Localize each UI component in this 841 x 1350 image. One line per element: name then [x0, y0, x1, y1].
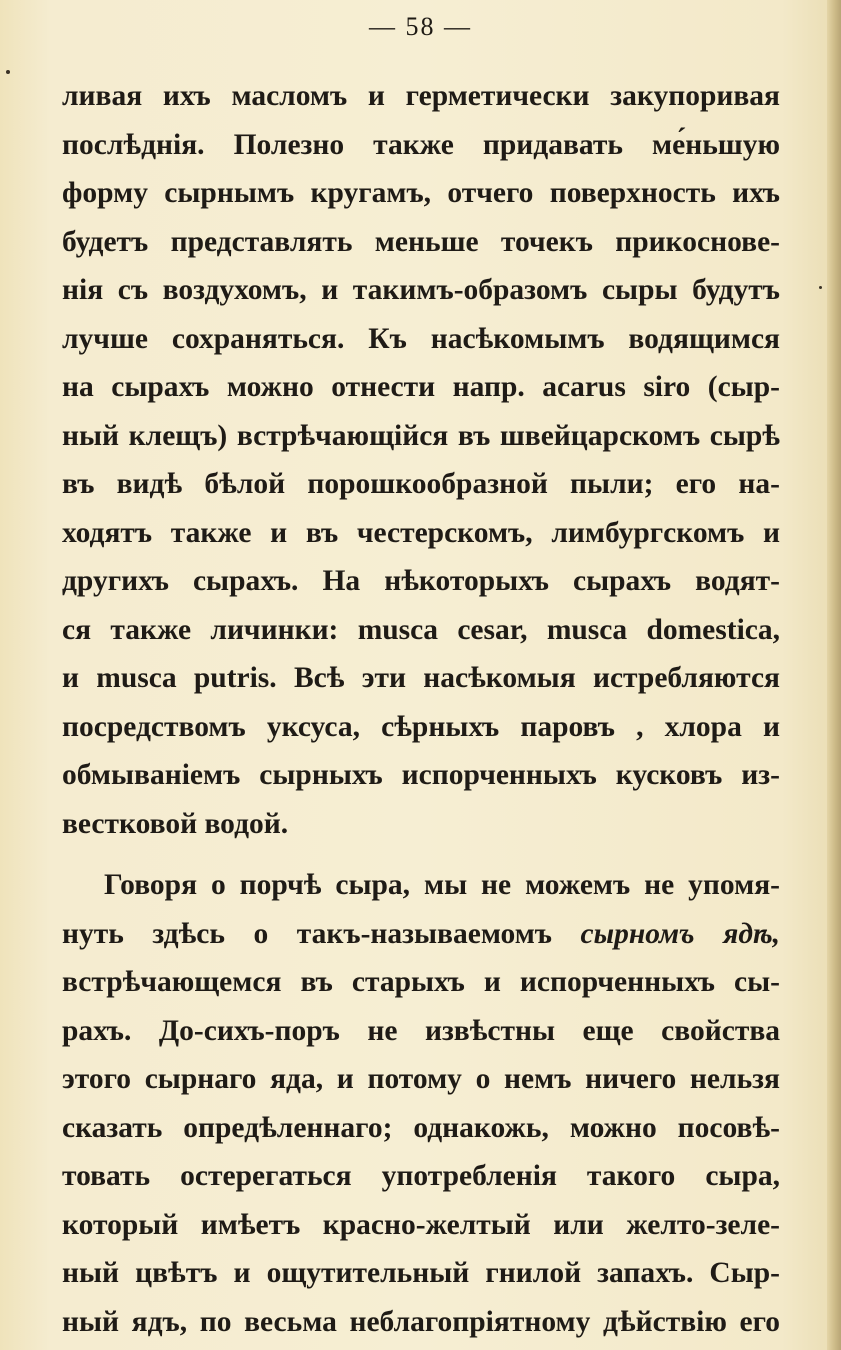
text-line: ный клещъ) встрѣчающійся въ швейцарскомъ сырѣ: [62, 419, 780, 452]
text-line: другихъ сырахъ. На нѣкоторыхъ сырахъ водят-: [62, 565, 780, 597]
text-line: рахъ. До-сихъ-поръ не извѣстны еще свойства: [62, 1014, 780, 1047]
text-line: ся также личинки: musca cesar, musca domestica,: [62, 613, 780, 646]
page-number: — 58 —: [369, 12, 472, 41]
paragraph-1: [62, 72, 780, 848]
text-line: Говоря о порчѣ сыра, мы не можемъ не упомя-: [104, 869, 780, 901]
text-line: форму сырнымъ кругамъ, отчего поверхность ихъ: [62, 177, 780, 209]
text-line: лучше сохраняться. Къ насѣкомымъ водящимся: [62, 322, 780, 355]
text-line: ливая ихъ масломъ и герметически закупоривая: [62, 80, 780, 112]
text-line: и musca putris. Всѣ эти насѣкомыя истребляются: [62, 662, 780, 694]
text-line: ный ядъ, по весьма неблагопріятному дѣйствію его: [62, 1305, 780, 1338]
page-right-edge: [827, 0, 841, 1350]
text-line: ный цвѣтъ и ощутительный гнилой запахъ. Сыр-: [62, 1257, 780, 1289]
text-line: сказать опредѣленнаго; однакожь, можно посовѣ-: [62, 1111, 780, 1144]
ink-speck: [6, 70, 10, 74]
ink-speck: [819, 286, 822, 289]
text-line: ходятъ также и въ честерскомъ, лимбургскомъ и: [62, 516, 780, 549]
body-text: [62, 72, 780, 1346]
text-line: товать остерегаться употребленія такого сыра,: [62, 1160, 780, 1192]
text-line: послѣднія. Полезно также придавать ме́ньшую: [62, 128, 780, 161]
text-line: будетъ представлять меньше точекъ прикоснове-: [62, 225, 780, 258]
text-run: нуть здѣсь о такъ-называемомъ: [62, 917, 581, 950]
italic-term: сырномъ ядѣ,: [580, 917, 781, 950]
text-line: нія съ воздухомъ, и такимъ-образомъ сыры будутъ: [62, 274, 780, 306]
text-line: обмываніемъ сырныхъ испорченныхъ кусковъ из-: [62, 759, 780, 791]
text-line: встрѣчающемся въ старыхъ и испорченныхъ сы-: [62, 966, 780, 998]
paragraph-2: [62, 861, 780, 1346]
text-line: вестковой водой.: [62, 807, 289, 840]
text-line: который имѣетъ красно-желтый или желто-зеле-: [62, 1208, 780, 1241]
text-line: этого сырнаго яда, и потому о немъ ничего нельзя: [62, 1063, 780, 1095]
text-line: на сырахъ можно отнести напр. acarus siro (сыр-: [62, 371, 780, 403]
text-line: въ видѣ бѣлой порошкообразной пыли; его на-: [62, 468, 780, 500]
text-line: посредствомъ уксуса, сѣрныхъ паровъ , хлора и: [62, 710, 780, 743]
text-line: [62, 910, 780, 959]
